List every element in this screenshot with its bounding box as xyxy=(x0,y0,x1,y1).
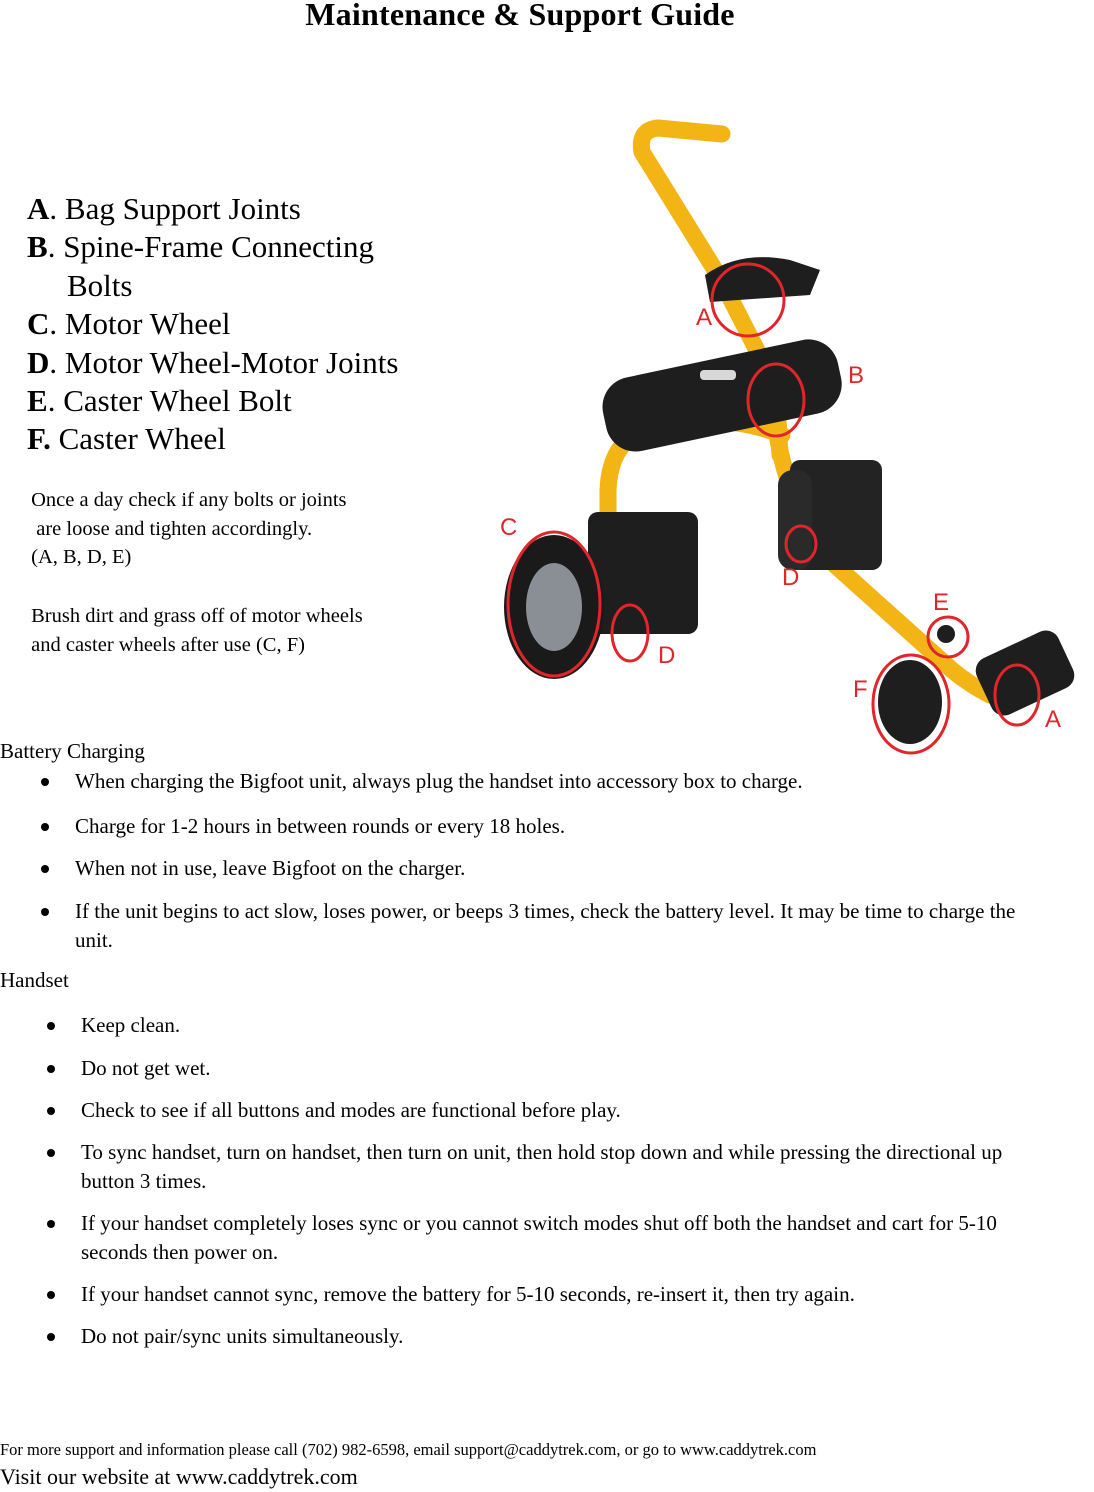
bullet-icon xyxy=(47,1333,55,1341)
list-item xyxy=(81,1138,1061,1196)
list-item xyxy=(81,1280,1061,1309)
daily-check-note: Once a day check if any bolts or joints are loose and tighten accordingly. (A, B, D, E) xyxy=(31,489,347,568)
bullet-icon xyxy=(47,1065,55,1073)
list-item xyxy=(81,1209,1021,1267)
bag-support-top xyxy=(705,257,820,302)
list-item-text: If your handset cannot sync, remove the battery for 5-10 seconds, re-insert it, then try again. xyxy=(81,1282,855,1306)
footer-website: Visit our website at www.caddytrek.com xyxy=(0,1464,358,1489)
list-item-text: To sync handset, turn on handset, then turn on unit, then hold stop down and while pressing the directional up button 3 times. xyxy=(81,1140,1003,1193)
bullet-icon xyxy=(47,1107,55,1115)
page-title: Maintenance & Support Guide xyxy=(305,0,735,32)
bullet-icon xyxy=(41,865,49,873)
list-item xyxy=(75,812,1055,841)
part-letter: E xyxy=(27,383,48,419)
list-item-text: Charge for 1-2 hours in between rounds or every 18 holes. xyxy=(75,814,566,838)
battery-charging-heading: Battery Charging xyxy=(0,739,145,763)
label-c: C xyxy=(500,514,518,541)
list-item-text: Check to see if all buttons and modes are functional before play. xyxy=(81,1098,621,1122)
footer-support-info: For more support and information please call (702) 982-6598, email support@caddytrek.com, or go to www.caddytrek.com xyxy=(0,1440,817,1459)
part-text: . Spine-Frame Connecting xyxy=(47,229,374,265)
handset-heading: Handset xyxy=(0,968,69,992)
list-item-text: Do not get wet. xyxy=(81,1056,211,1080)
list-item xyxy=(75,854,1055,883)
bullet-icon xyxy=(47,1149,55,1157)
caddy-cart-figure xyxy=(490,110,1090,770)
bullet-icon xyxy=(41,823,49,831)
list-item xyxy=(81,1011,1061,1040)
battery-charging-list xyxy=(75,767,1055,955)
left-wheel-hub xyxy=(526,563,582,651)
label-a2: A xyxy=(1045,706,1062,733)
battery-body xyxy=(597,334,847,457)
handset-list xyxy=(81,1011,1061,1351)
bullet-icon xyxy=(41,908,49,916)
part-letter: C xyxy=(27,306,50,342)
rear-bag-support xyxy=(971,626,1079,720)
list-item xyxy=(75,767,1055,796)
part-text: . Motor Wheel-Motor Joints xyxy=(49,344,399,380)
list-item-text: If your handset completely loses sync or you cannot switch modes shut off both the handset and cart for 5-10 seconds then power on. xyxy=(81,1211,997,1264)
part-letter: B xyxy=(27,229,48,265)
caster-bolt xyxy=(937,625,955,643)
part-f xyxy=(27,420,398,458)
part-b-continuation: Bolts xyxy=(67,267,133,303)
list-item xyxy=(81,1322,1061,1351)
right-wheel xyxy=(778,470,812,570)
label-d2: D xyxy=(782,564,800,591)
list-item-text: Do not pair/sync units simultaneously. xyxy=(81,1324,404,1348)
parts-legend xyxy=(27,190,398,459)
brush-note: Brush dirt and grass off of motor wheels and caster wheels after use (C, F) xyxy=(31,605,363,656)
part-b xyxy=(27,228,398,266)
part-c xyxy=(27,305,398,343)
rear-arm xyxy=(778,420,780,455)
part-a xyxy=(27,190,398,228)
label-e: E xyxy=(933,589,950,616)
bullet-icon xyxy=(47,1291,55,1299)
label-f: F xyxy=(853,676,868,703)
battery-light xyxy=(700,370,736,380)
part-e xyxy=(27,382,398,420)
list-item-text: When not in use, leave Bigfoot on the charger. xyxy=(75,856,466,880)
part-d xyxy=(27,344,398,382)
label-b: B xyxy=(848,362,865,389)
part-text: . Motor Wheel xyxy=(49,306,231,342)
bullet-icon xyxy=(47,1220,55,1228)
bullet-icon xyxy=(41,778,49,786)
part-letter: D xyxy=(27,344,50,380)
part-letter: A xyxy=(27,191,50,226)
list-item xyxy=(81,1096,1061,1125)
part-text: . Caster Wheel Bolt xyxy=(47,383,292,419)
part-text: . Bag Support Joints xyxy=(49,191,301,226)
list-item xyxy=(75,897,1035,955)
label-a: A xyxy=(696,304,713,331)
bullet-icon xyxy=(47,1022,55,1030)
part-text: Caster Wheel xyxy=(50,421,226,457)
list-item xyxy=(81,1054,1061,1083)
list-item-text: When charging the Bigfoot unit, always plug the handset into accessory box to charge. xyxy=(75,769,803,793)
list-item-text: Keep clean. xyxy=(81,1013,181,1037)
part-letter: F. xyxy=(27,421,51,457)
caster-wheel xyxy=(878,660,942,744)
list-item-text: If the unit begins to act slow, loses power, or beeps 3 times, check the battery level. It may be time to charge the unit. xyxy=(75,899,1016,952)
label-d1: D xyxy=(658,642,676,669)
